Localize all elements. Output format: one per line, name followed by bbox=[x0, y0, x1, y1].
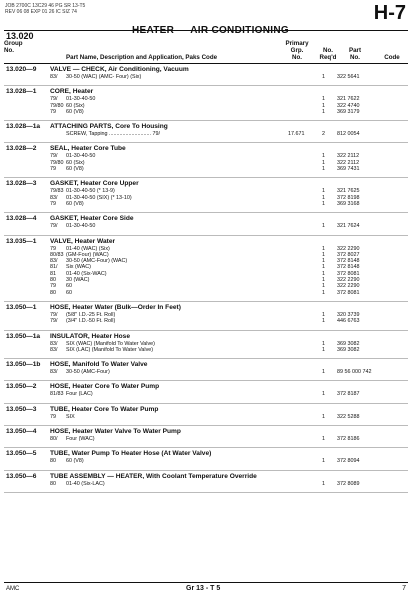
entry-group-number: 13.028—1a bbox=[6, 123, 41, 131]
entry-group-number: 13.035—1 bbox=[6, 237, 37, 245]
entry-header bbox=[0, 238, 412, 246]
part-number: 322 2290 bbox=[337, 283, 360, 290]
parts-entry bbox=[0, 180, 412, 213]
quantity-required: 1 bbox=[322, 480, 325, 487]
entry-header bbox=[0, 66, 412, 74]
quantity-required: 1 bbox=[322, 277, 325, 284]
quantity-required: 1 bbox=[322, 346, 325, 353]
application-description: 01-40 (Six-WAC) bbox=[66, 270, 107, 277]
entry-group-number: 13.020—9 bbox=[6, 66, 37, 73]
quantity-required: 1 bbox=[322, 200, 325, 207]
entry-separator bbox=[4, 207, 408, 213]
entry-part-name: VALVE, Heater Water bbox=[50, 237, 116, 245]
application-description: 60 (V8) bbox=[66, 200, 84, 207]
entry-part-name: HOSE, Heater Core To Water Pump bbox=[50, 383, 160, 391]
col-header-part-name: Part Name, Description and Application, Paks Code bbox=[66, 54, 218, 61]
application-year: 79/ bbox=[50, 153, 58, 160]
application-year: 83/ bbox=[50, 369, 58, 376]
application-line bbox=[0, 166, 412, 172]
application-description: 30 (WAC) bbox=[66, 277, 90, 284]
part-number: 322 2290 bbox=[337, 245, 360, 252]
application-line bbox=[0, 391, 412, 397]
application-year: 80/83 bbox=[50, 251, 64, 258]
part-number: 321 7622 bbox=[337, 96, 360, 103]
quantity-required: 1 bbox=[322, 194, 325, 201]
part-number: 372 8186 bbox=[337, 436, 360, 443]
application-year: 79 bbox=[50, 200, 56, 207]
part-number: 812 0054 bbox=[337, 131, 360, 138]
application-line bbox=[0, 458, 412, 464]
parts-entry bbox=[0, 238, 412, 302]
application-line bbox=[0, 201, 412, 207]
part-number: 322 2112 bbox=[337, 153, 360, 160]
application-description: 60 (Six) bbox=[66, 102, 85, 109]
application-line bbox=[0, 131, 412, 137]
application-description: 60 bbox=[66, 289, 72, 296]
entry-separator bbox=[4, 230, 408, 236]
parts-entry bbox=[0, 66, 412, 86]
entry-group-number: 13.028—2 bbox=[6, 145, 37, 153]
part-number: 321 7624 bbox=[337, 223, 360, 230]
quantity-required: 1 bbox=[322, 270, 325, 277]
application-year: 83/ bbox=[50, 340, 58, 347]
entry-group-number: 13.050—5 bbox=[6, 450, 37, 458]
footer-rule bbox=[4, 582, 408, 583]
quantity-required: 1 bbox=[322, 188, 325, 195]
entry-group-number: 13.028—3 bbox=[6, 180, 37, 188]
application-line bbox=[0, 436, 412, 442]
entry-group-number: 13.050—1b bbox=[6, 361, 41, 369]
entry-separator bbox=[4, 137, 408, 143]
col-header-primary: Primary Grp. No. bbox=[285, 40, 309, 61]
application-description: 60 (Six) bbox=[66, 159, 85, 166]
part-number: 369 7431 bbox=[337, 166, 360, 173]
print-job-metadata bbox=[5, 4, 85, 15]
application-description: 01-30-40-50 bbox=[66, 96, 96, 103]
parts-list bbox=[0, 66, 412, 495]
application-description: 01-30-40-50 (SIX) (* 13-10) bbox=[66, 194, 132, 201]
quantity-required: 1 bbox=[322, 340, 325, 347]
quantity-required: 1 bbox=[322, 283, 325, 290]
application-year: 81 bbox=[50, 270, 56, 277]
part-number: 369 3082 bbox=[337, 346, 360, 353]
quantity-required: 1 bbox=[322, 369, 325, 376]
application-year: 79/80 bbox=[50, 159, 64, 166]
parts-entry bbox=[0, 361, 412, 381]
quantity-required: 1 bbox=[322, 159, 325, 166]
quantity-required: 1 bbox=[322, 289, 325, 296]
application-line bbox=[0, 290, 412, 296]
application-line bbox=[0, 318, 412, 324]
application-line bbox=[0, 223, 412, 229]
parts-entry bbox=[0, 333, 412, 360]
application-year: 83/ bbox=[50, 258, 58, 265]
meta-line-2: REV 06 08 EXP 01 26 IC SIZ 74 bbox=[5, 8, 77, 15]
quantity-required: 1 bbox=[322, 391, 325, 398]
page-code: H-7 bbox=[373, 2, 406, 24]
application-description: 01-40 (Six-LAC) bbox=[66, 480, 105, 487]
application-year: 79/ bbox=[50, 318, 58, 325]
footer-section: Gr 13 - T 5 bbox=[186, 585, 221, 592]
application-year: 80/ bbox=[50, 436, 58, 443]
quantity-required: 1 bbox=[322, 318, 325, 325]
application-year: 79/83 bbox=[50, 188, 64, 195]
application-year: 79 bbox=[50, 108, 56, 115]
entry-header bbox=[0, 145, 412, 153]
page-title: HEATER — AIR CONDITIONING bbox=[132, 25, 289, 36]
entry-separator bbox=[4, 80, 408, 86]
application-line bbox=[0, 74, 412, 80]
application-year: 79/ bbox=[50, 96, 58, 103]
entry-separator bbox=[4, 296, 408, 302]
quantity-required: 1 bbox=[322, 96, 325, 103]
quantity-required: 1 bbox=[322, 458, 325, 465]
part-number: 372 8094 bbox=[337, 458, 360, 465]
parts-entry bbox=[0, 428, 412, 448]
quantity-required: 1 bbox=[322, 74, 325, 80]
col-header-code: Code bbox=[384, 54, 400, 61]
part-number: 322 4740 bbox=[337, 102, 360, 109]
application-description: 30-50 (WAC) (AMC- Four) (Six) bbox=[66, 74, 142, 80]
column-header-rule bbox=[4, 63, 408, 64]
part-number: 369 3082 bbox=[337, 340, 360, 347]
part-number: 372 8027 bbox=[337, 251, 360, 258]
quantity-required: 1 bbox=[322, 245, 325, 252]
part-number: 89 56 000 742 bbox=[337, 369, 372, 376]
application-year: 79 bbox=[50, 245, 56, 252]
entry-group-number: 13.050—1a bbox=[6, 332, 41, 340]
part-number: 322 5641 bbox=[337, 74, 360, 80]
quantity-required: 1 bbox=[322, 251, 325, 258]
application-line bbox=[0, 109, 412, 115]
col-header-part-no: Part No. bbox=[348, 47, 362, 61]
parts-entry bbox=[0, 383, 412, 403]
quantity-required: 1 bbox=[322, 413, 325, 420]
application-description: 30-50 (AMC-Four) (WAC) bbox=[66, 258, 128, 265]
entry-group-number: 13.050—6 bbox=[6, 472, 37, 480]
application-year: 80 bbox=[50, 480, 56, 487]
application-description: SCREW, Tapping ............................ 79/ bbox=[66, 131, 160, 138]
application-description: SIX (WAC) (Manifold To Water Valve) bbox=[66, 340, 155, 347]
part-number: 322 5288 bbox=[337, 413, 360, 420]
entry-header bbox=[0, 88, 412, 96]
parts-entry bbox=[0, 123, 412, 143]
part-number: 320 3739 bbox=[337, 311, 360, 318]
application-description: Four (WAC) bbox=[66, 436, 95, 443]
col-header-group: Group No. bbox=[4, 40, 23, 54]
application-description: 60 bbox=[66, 283, 72, 290]
entry-header bbox=[0, 383, 412, 391]
entry-separator bbox=[4, 465, 408, 471]
application-year: 79 bbox=[50, 166, 56, 173]
quantity-required: 1 bbox=[322, 436, 325, 443]
part-number: 369 3168 bbox=[337, 200, 360, 207]
parts-entry bbox=[0, 473, 412, 493]
primary-group: 17.671 bbox=[288, 131, 305, 138]
application-year: 83/ bbox=[50, 74, 58, 80]
application-year: 80 bbox=[50, 277, 56, 284]
entry-header bbox=[0, 304, 412, 312]
application-year: 80 bbox=[50, 289, 56, 296]
entry-part-name: VALVE — CHECK, Air Conditioning, Vacuum bbox=[50, 66, 189, 73]
application-line bbox=[0, 369, 412, 375]
footer-page-number: 7 bbox=[402, 585, 406, 592]
application-line bbox=[0, 347, 412, 353]
quantity-required: 1 bbox=[322, 311, 325, 318]
entry-group-number: 13.050—2 bbox=[6, 383, 37, 391]
entry-header bbox=[0, 361, 412, 369]
application-year: 79/ bbox=[50, 223, 58, 230]
entry-header bbox=[0, 123, 412, 131]
application-description: 01-30-40-50 bbox=[66, 223, 96, 230]
entry-part-name: ATTACHING PARTS, Core To Housing bbox=[50, 123, 168, 131]
entry-separator bbox=[4, 325, 408, 331]
header-rule bbox=[4, 30, 408, 31]
entry-separator bbox=[4, 442, 408, 448]
entry-separator bbox=[4, 487, 408, 493]
application-description: (GM-Four) (WAC) bbox=[66, 251, 109, 258]
application-description: 60 (V8) bbox=[66, 458, 84, 465]
application-description: 01-30-40-50 bbox=[66, 153, 96, 160]
entry-header bbox=[0, 406, 412, 414]
entry-part-name: SEAL, Heater Core Tube bbox=[50, 145, 126, 153]
application-description: 30-50 (AMC-Four) bbox=[66, 369, 110, 376]
application-year: 80 bbox=[50, 458, 56, 465]
part-number: 372 8187 bbox=[337, 391, 360, 398]
footer-brand: AMC bbox=[6, 586, 20, 592]
quantity-required: 1 bbox=[322, 108, 325, 115]
entry-header bbox=[0, 333, 412, 341]
entry-part-name: HOSE, Heater Water (Bulk—Order In Feet) bbox=[50, 303, 181, 311]
application-description: Six (WAC) bbox=[66, 264, 91, 271]
entry-header bbox=[0, 450, 412, 458]
entry-part-name: GASKET, Heater Core Upper bbox=[50, 180, 139, 188]
entry-part-name: TUBE, Heater Core To Water Pump bbox=[50, 405, 159, 413]
entry-separator bbox=[4, 420, 408, 426]
parts-entry bbox=[0, 304, 412, 331]
application-year: 83/ bbox=[50, 194, 58, 201]
application-description: 01-30-40-50 (* 13-9) bbox=[66, 188, 115, 195]
entry-header bbox=[0, 215, 412, 223]
part-number: 322 2112 bbox=[337, 159, 360, 166]
entry-header bbox=[0, 180, 412, 188]
part-number: 372 8081 bbox=[337, 270, 360, 277]
part-number: 372 8089 bbox=[337, 480, 360, 487]
part-number: 372 8148 bbox=[337, 258, 360, 265]
application-year: 81/83 bbox=[50, 391, 64, 398]
entry-header bbox=[0, 473, 412, 481]
meta-line-1: JOB 2700C 13C29 46 PG SR 13-T5 bbox=[5, 3, 86, 9]
quantity-required: 1 bbox=[322, 264, 325, 271]
entry-group-number: 13.028—4 bbox=[6, 215, 37, 223]
entry-separator bbox=[4, 375, 408, 381]
entry-part-name: GASKET, Heater Core Side bbox=[50, 215, 134, 223]
application-year: 81/ bbox=[50, 264, 58, 271]
part-number: 372 8148 bbox=[337, 264, 360, 271]
application-description: Four (LAC) bbox=[66, 391, 93, 398]
quantity-required: 2 bbox=[322, 131, 325, 138]
quantity-required: 1 bbox=[322, 223, 325, 230]
part-number: 372 8081 bbox=[337, 289, 360, 296]
entry-header bbox=[0, 428, 412, 436]
part-number: 321 7625 bbox=[337, 188, 360, 195]
entry-part-name: HOSE, Heater Water Valve To Water Pump bbox=[50, 428, 181, 436]
application-line bbox=[0, 481, 412, 487]
entry-group-number: 13.050—4 bbox=[6, 428, 37, 436]
parts-entry bbox=[0, 215, 412, 235]
entry-part-name: TUBE ASSEMBLY — HEATER, With Coolant Temperature Override bbox=[50, 472, 257, 480]
entry-group-number: 13.050—1 bbox=[6, 303, 37, 311]
parts-entry bbox=[0, 450, 412, 470]
quantity-required: 1 bbox=[322, 258, 325, 265]
entry-part-name: TUBE, Water Pump To Heater Hose (At Water Valve) bbox=[50, 450, 212, 458]
application-line bbox=[0, 414, 412, 420]
group-number: 13.020 bbox=[6, 31, 34, 41]
application-year: 79 bbox=[50, 283, 56, 290]
application-description: (3/4" I.D.-50 Ft. Roll) bbox=[66, 318, 116, 325]
entry-separator bbox=[4, 398, 408, 404]
parts-entry bbox=[0, 406, 412, 426]
entry-separator bbox=[4, 115, 408, 121]
part-number: 372 8198 bbox=[337, 194, 360, 201]
application-year: 79 bbox=[50, 413, 56, 420]
application-description: 60 (V8) bbox=[66, 166, 84, 173]
quantity-required: 1 bbox=[322, 153, 325, 160]
entry-group-number: 13.028—1 bbox=[6, 88, 37, 96]
col-header-req: No. Req'd bbox=[319, 47, 337, 61]
entry-part-name: HOSE, Manifold To Water Valve bbox=[50, 361, 148, 369]
application-description: 01-40 (WAC) (Six) bbox=[66, 245, 110, 252]
entry-separator bbox=[4, 353, 408, 359]
quantity-required: 1 bbox=[322, 102, 325, 109]
part-number: 446 6763 bbox=[337, 318, 360, 325]
application-description: SIX bbox=[66, 413, 75, 420]
application-year: 79/80 bbox=[50, 102, 64, 109]
application-description: 60 (V8) bbox=[66, 108, 84, 115]
entry-group-number: 13.050—3 bbox=[6, 405, 37, 413]
application-description: (5/8" I.D.-25 Ft. Roll) bbox=[66, 311, 116, 318]
parts-entry bbox=[0, 145, 412, 178]
application-description: SIX (LAC) (Manifold To Water Valve) bbox=[66, 346, 154, 353]
application-year: 79/ bbox=[50, 311, 58, 318]
application-year: 83/ bbox=[50, 346, 58, 353]
entry-part-name: INSULATOR, Heater Hose bbox=[50, 332, 130, 340]
entry-separator bbox=[4, 172, 408, 178]
parts-entry bbox=[0, 88, 412, 121]
entry-part-name: CORE, Heater bbox=[50, 88, 94, 96]
part-number: 369 3179 bbox=[337, 108, 360, 115]
part-number: 322 2290 bbox=[337, 277, 360, 284]
quantity-required: 1 bbox=[322, 166, 325, 173]
